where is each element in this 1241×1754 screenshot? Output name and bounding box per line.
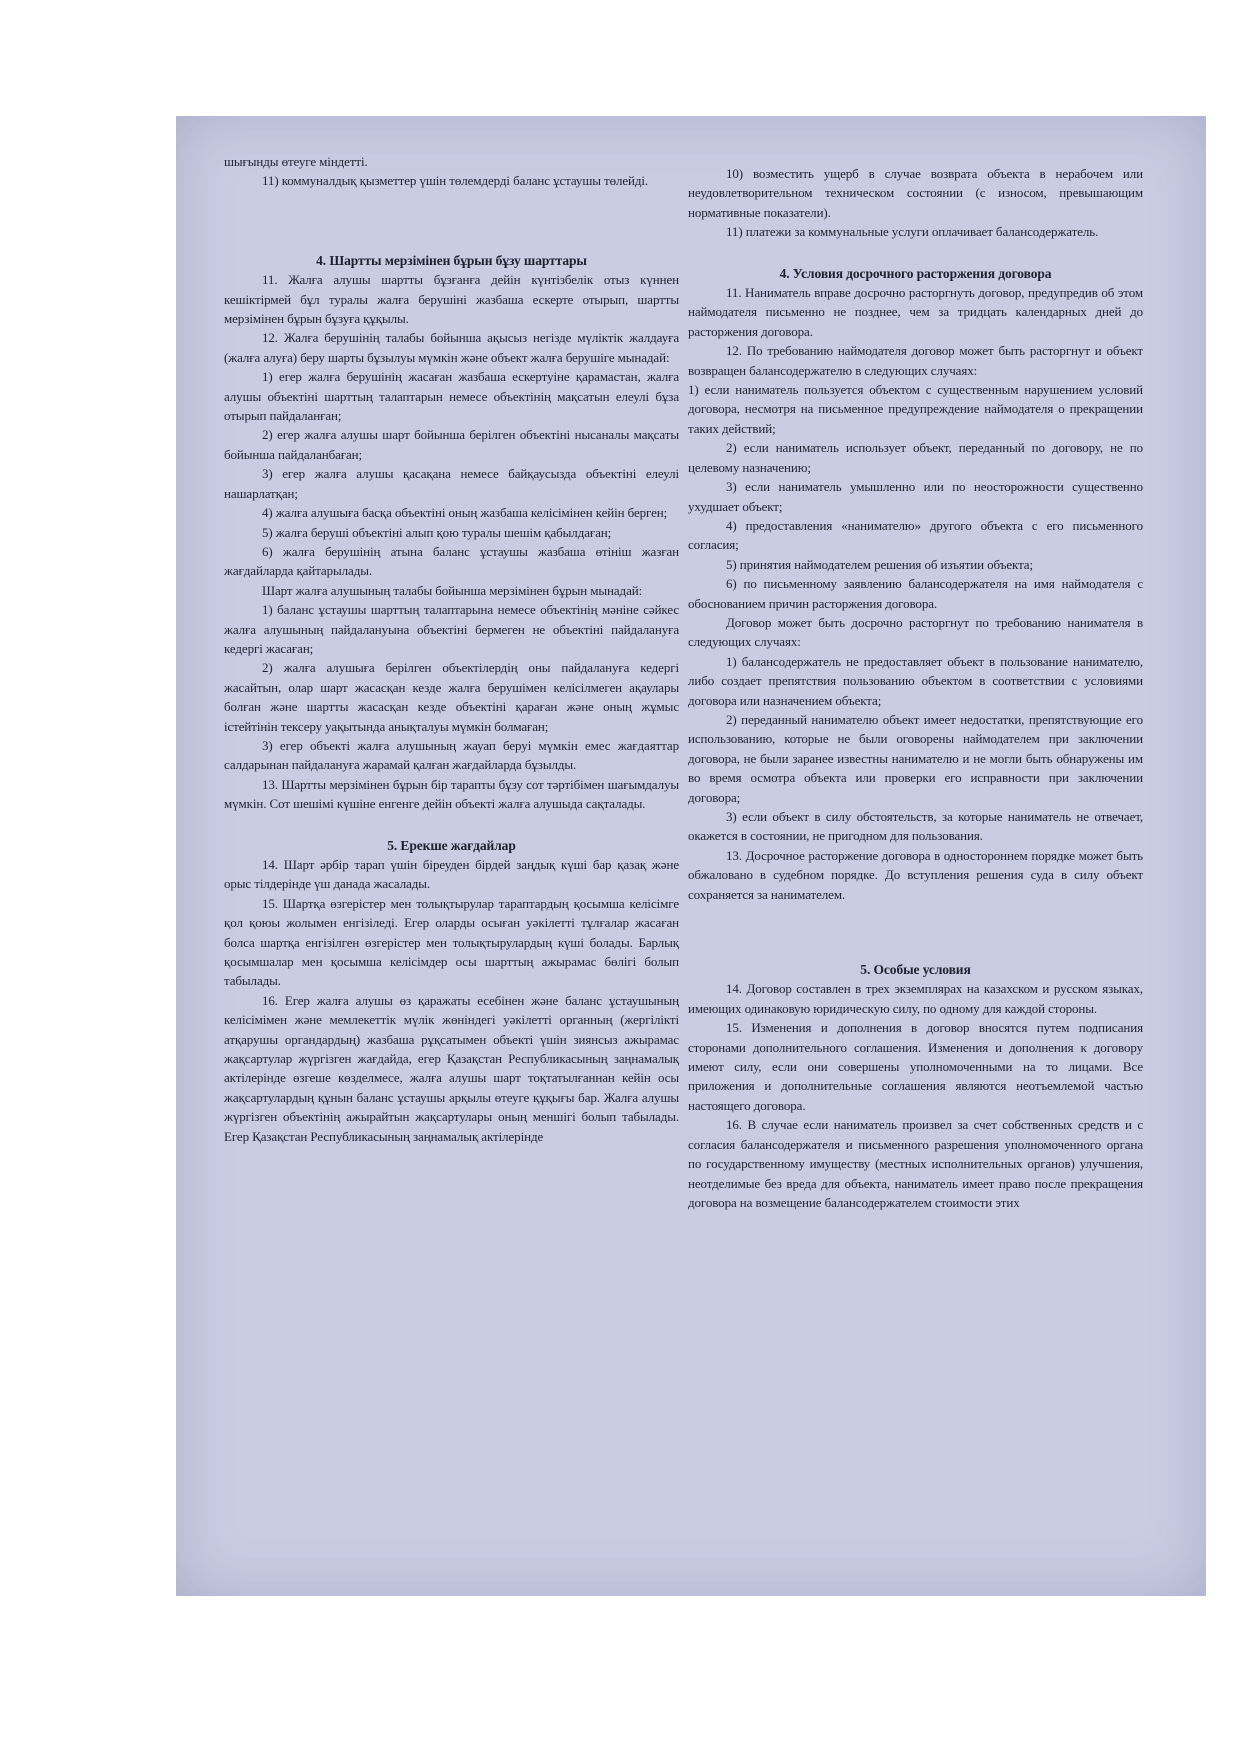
paragraph: 12. Жалға берушінің талабы бойынша ақысыз негізде мүліктік жалдауға (жалға алуға) беру шарты бұзылуы мүмкін және объект жалға берушіге мынадай: [224,330,679,365]
section-heading-4: 4. Условия досрочного расторжения договора [779,265,1052,281]
russian-column [688,164,1143,1212]
paragraph: 16. Егер жалға алушы өз қаражаты есебінен және баланс ұстаушының келісімімен және мемлекеттік мүлік жөніндегі уәкілетті органның (жергілікті атқарушы органдардың) жазбаша рұқсатымен объекті үшін зиянсыз ажырамас жақсартулар жүргізген жағдайда, егер Қазақстан Республикасының заңнамалық актілерінде өзгеше көзделмесе, жалға алушы шарт тоқтатылғаннан кейін осы жақсартулардың құнын баланс ұстаушы арқылы өтеуге құқығы бар. Жалға алушы жүргізген объектінің ажырайтын жақсартулары оның меншігі болып табылады. Егер Қазақстан Республикасының заңнамалық актілерінде [224,992,679,1144]
paragraph: 16. В случае если наниматель произвел за счет собственных средств и с согласия балансодержателя и письменного разрешения уполномоченного органа по государственному имуществу (местных исполнительных органов) улучшения, неотделимые без вреда для объекта, наниматель имеет право после прекращения договора на возмещение балансодержателем стоимости этих [688,1117,1143,1210]
list-item: 5) принятия наймодателем решения об изъятии объекта; [726,556,1033,572]
kazakh-column [224,152,679,1146]
paragraph: 12. По требованию наймодателя договор может быть расторгнут и объект возвращен балансодержателю в следующих случаях: [688,343,1143,378]
list-item: 2) если наниматель использует объект, переданный по договору, не по целевому назначению; [688,440,1143,475]
paragraph: 13. Шартты мерзімінен бұрын бір тарапты бұзу сот тәртібімен шағымдалуы мүмкін. Сот шешімі күшіне енгенге дейін объекті жалға алушыда сақталады. [224,776,679,812]
list-item: 6) по письменному заявлению балансодержателя на имя наймодателя с обоснованием причин расторжения договора. [688,576,1143,611]
paragraph: 11) коммуналдық қызметтер үшін төлемдерді баланс ұстаушы төлейді. [262,173,649,189]
list-item: 1) если наниматель пользуется объектом с существенным нарушением условий договора, несмотря на письменное предупреждение наймодателя о прекращении таких действий; [688,382,1143,436]
paragraph: 15. Шартқа өзгерістер мен толықтырулар тараптардың қосымша келісімге қол қоюы жолымен енгізіледі. Егер оларды осыған уәкілетті тұлғалар жасаған болса шартқа енгізілген өзгерістер мен толықтырулардың күші болады. Барлық қосымшалар мен қосымша келісімдер осы шарттың ажырамас бөлігі болып табылады. [224,895,679,989]
list-item: 4) предоставления «нанимателю» другого объекта с его письменного согласия; [688,517,1143,553]
section-heading-5: 5. Особые условия [860,962,971,978]
paragraph: 11) платежи за коммунальные услуги оплачивает балансодержатель. [726,224,1099,240]
paragraph: Договор может быть досрочно расторгнут по требованию нанимателя в следующих случаях: [688,614,1143,650]
paragraph: 15. Изменения и дополнения в договор вносятся путем подписания сторонами дополнительного соглашения. Изменения и дополнения к договору имеют силу, если они совершены уполномоченными на то лицами. Все приложения и дополнительные соглашения являются неотъемлемой частью настоящего договора. [688,1020,1143,1113]
list-item: 5) жалға беруші объектіні алып қою туралы шешім қабылдаған; [262,524,612,540]
list-item: 1) балансодержатель не предоставляет объект в пользование нанимателю, либо создает препятствия пользованию объектом в соответствии с условиями договора или назначением объекта; [688,653,1143,708]
list-item: 2) егер жалға алушы шарт бойынша берілген объектіні нысаналы мақсаты бойынша пайдаланбаған; [224,427,679,462]
list-item: 2) жалға алушыға берілген объектілердің оны пайдалануға кедергі жасайтын, олар шарт жасасқан кезде жалға берушімен келісілмеген ақаулары болған және шартты жасасқан кезде объектіні қараған және оның жұмыс істейтінін тексеру уақытында анықталуы мүмкін болмаған; [224,660,679,734]
paragraph: 10) возместить ущерб в случае возврата объекта в нерабочем или неудовлетворительном техническом состоянии (с износом, превышающим нормативные показатели). [688,166,1143,220]
list-item: 3) если объект в силу обстоятельств, за которые наниматель не отвечает, окажется в состоянии, не пригодном для пользования. [688,809,1143,844]
list-item: 6) жалға берушінің атына баланс ұстаушы жазбаша өтініш жазған жағдайларда қайтарылады. [224,543,679,579]
list-item: 4) жалға алушыға басқа объектіні оның жазбаша келісімінен кейін берген; [262,505,668,521]
document-page [176,116,1206,1596]
paragraph: 14. Договор составлен в трех экземплярах на казахском и русском языках, имеющих одинаковую юридическую силу, по одному для каждой стороны. [688,981,1143,1016]
list-item: 3) если наниматель умышленно или по неосторожности существенно ухудшает объект; [688,479,1143,514]
list-item: 2) переданный нанимателю объект имеет недостатки, препятствующие его использованию, которые не были оговорены наймодателем при заключении договора, не были заранее известны нанимателю и не могли быть обнаружены им во время осмотра объекта или проверки его исправности при заключении договора; [688,711,1143,805]
list-item: 1) баланс ұстаушы шарттың талаптарына немесе объектінің мәніне сәйкес жалға алушының пайдалануына объектіні бермеген не объектіні пайдалануға кедергі жасаған; [224,602,679,656]
paragraph: шығынды өтеуге міндетті. [224,154,368,169]
paragraph: Шарт жалға алушының талабы бойынша мерзімінен бұрын мынадай: [262,582,643,598]
section-heading-4: 4. Шартты мерзімінен бұрын бұзу шарттары [316,252,587,268]
paragraph: 11. Жалға алушы шартты бұзғанға дейін күнтізбелік отыз күннен кешіктірмей бұл туралы жалға берушіні жазбаша ескерте отырып, шартты мерзімінен бұрын бұзуға құқылы. [224,272,679,327]
list-item: 3) егер объекті жалға алушының жауап беруі мүмкін емес жағдаяттар салдарынан пайдалануға жарамай қалған жағдайларда бұзылды. [224,737,679,773]
paragraph: 13. Досрочное расторжение договора в одностороннем порядке может быть обжаловано в судебном порядке. До вступления решения суда в силу объект сохраняется за нанимателем. [688,847,1143,902]
section-heading-5: 5. Ерекше жағдайлар [387,837,516,853]
paragraph: 14. Шарт әрбір тарап үшін біреуден бірдей заңдық күші бар қазақ және орыс тілдерінде үш данада жасалады. [224,857,679,892]
list-item: 3) егер жалға алушы қасақана немесе байқаусызда объектіні елеулі нашарлатқан; [224,466,679,501]
list-item: 1) егер жалға берушінің жасаған жазбаша ескертуіне қарамастан, жалға алушы объектіні шарттың талаптарын немесе объектінің мақсатын елеулі бұза отырып пайдаланған; [224,369,679,424]
paragraph: 11. Наниматель вправе досрочно расторгнуть договор, предупредив об этом наймодателя письменно не позднее, чем за тридцать календарных дней до расторжения договора. [688,285,1143,339]
